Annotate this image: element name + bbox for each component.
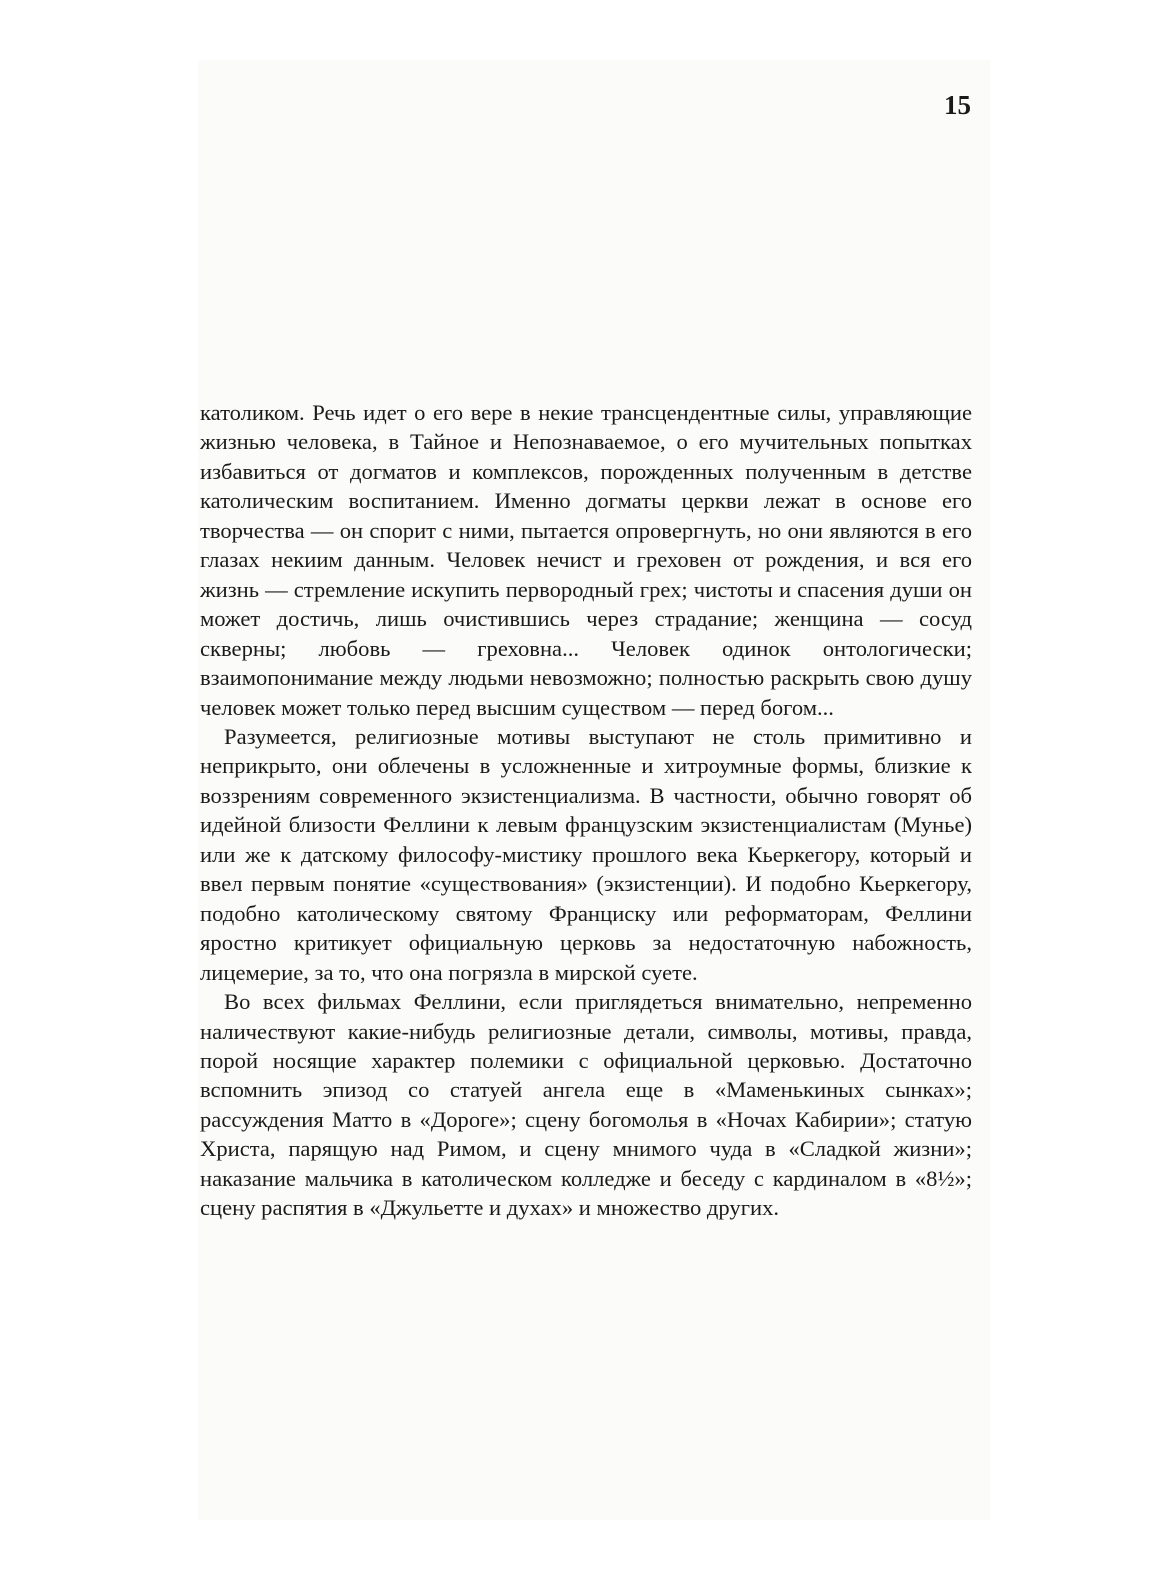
paragraph-2: Разумеется, религиозные мотивы выступают не столь примитивно и неприкрыто, они облечены в усложненные и хитроумные формы, близкие к воззрениям современного экзистенциализма. В частности, обычно говорят об идейной близости Феллини к левым французским экзистенциалистам (Мунье) или же к датскому философу-мистику прошлого века Кьеркегору, который и ввел первым понятие «существования» (экзистенции). И подобно Кьеркегору, подобно католическому святому Франциску или реформаторам, Феллини яростно критикует официальную церковь за недостаточную набожность, лицемерие, за то, что она погрязла в мирской суете. (200, 723, 972, 985)
body-text (200, 398, 972, 1223)
paragraph-3: Во всех фильмах Феллини, если приглядеться внимательно, непременно наличествуют какие-нибудь религиозные детали, символы, мотивы, правда, порой носящие характер полемики с официальной церковью. Достаточно вспомнить эпизод со статуей ангела еще в «Маменькиных сынках»; рассуждения Матто в «Дороге»; сцену богомолья в «Ночах Кабирии»; статую Христа, парящую над Римом, и сцену мнимого чуда в «Сладкой жизни»; наказание мальчика в католическом колледже и беседу с кардиналом в «8½»; сцену распятия в «Джульетте и духах» и множество других. (200, 989, 972, 1221)
page-number: 15 (944, 90, 971, 120)
paragraph-1: католиком. Речь идет о его вере в некие трансцендентные силы, управляющие жизнью человека, в Тайное и Непознаваемое, о его мучительных попытках избавиться от догматов и комплексов, порожденных полученным в детстве католическим воспитанием. Именно догматы церкви лежат в основе его творчества — он спорит с ними, пытается опровергнуть, но они являются в его глазах некиим данным. Человек нечист и греховен от рождения, и вся его жизнь — стремление искупить первородный грех; чистоты и спасения души он может достичь, лишь очистившись через страдание; женщина — сосуд скверны; любовь — греховна... Человек одинок онтологически; взаимопонимание между людьми невозможно; полностью раскрыть свою душу человек может только перед высшим существом — перед богом... (200, 400, 972, 720)
